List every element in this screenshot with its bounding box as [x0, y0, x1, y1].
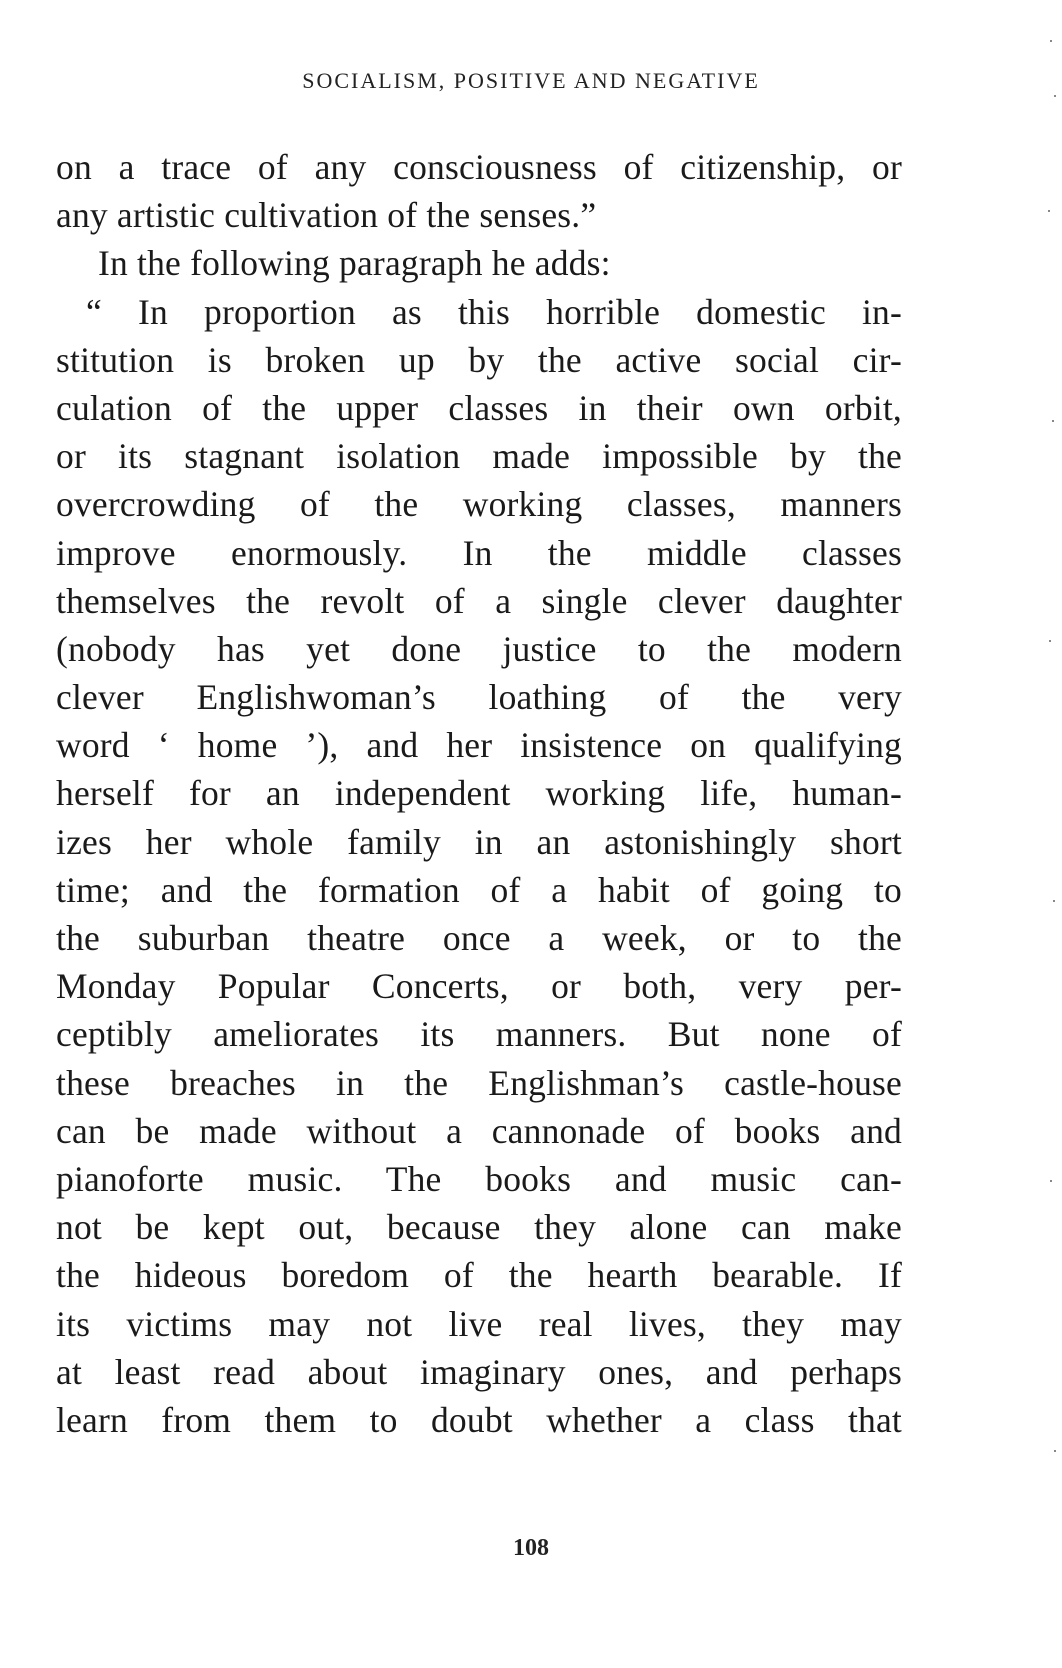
text-line: these breaches in the Englishman’s castle-house: [56, 1062, 902, 1103]
edge-speckle: [1050, 1180, 1052, 1182]
text-line: on a trace of any consciousness of citizenship, or: [56, 147, 902, 187]
text-line: overcrowding of the working classes, manners: [56, 484, 902, 525]
text-line: stitution is broken up by the active social cir-: [56, 339, 902, 380]
text-line: izes her whole family in an astonishingly short: [56, 821, 902, 862]
text-line: Monday Popular Concerts, or both, very per-: [56, 966, 902, 1007]
running-head: SOCIALISM, POSITIVE AND NEGATIVE: [302, 68, 760, 93]
page-number: 108: [513, 1535, 549, 1561]
text-line: can be made without a cannonade of books and: [56, 1110, 902, 1151]
text-line: time; and the formation of a habit of going to: [56, 869, 902, 910]
text-line: clever Englishwoman’s loathing of the very: [56, 677, 902, 718]
edge-speckle: [1052, 420, 1054, 422]
edge-speckle: [1053, 900, 1055, 902]
body-text: [56, 143, 902, 1444]
text-line: culation of the upper classes in their own orbit,: [56, 387, 902, 428]
text-line: herself for an independent working life, human-: [56, 773, 902, 814]
text-line: “ In proportion as this horrible domestic in-: [86, 291, 902, 332]
edge-speckle: [1048, 210, 1050, 212]
text-line: themselves the revolt of a single clever daughter: [56, 580, 902, 621]
edge-speckle: [1050, 40, 1052, 42]
text-line: the suburban theatre once a week, or to the: [56, 918, 902, 958]
text-line: at least read about imaginary ones, and perhaps: [56, 1351, 902, 1392]
edge-speckle: [1049, 640, 1051, 642]
edge-speckle: [1054, 95, 1056, 97]
text-line: word ‘ home ’), and her insistence on qualifying: [56, 725, 902, 766]
text-line: (nobody has yet done justice to the modern: [56, 628, 902, 669]
text-line: not be kept out, because they alone can make: [56, 1207, 902, 1248]
text-line: or its stagnant isolation made impossible by the: [56, 436, 902, 477]
text-line: its victims may not live real lives, they may: [56, 1303, 902, 1344]
page-edge-speckles: [1044, 0, 1062, 1668]
text-line: improve enormously. In the middle classes: [56, 532, 902, 573]
text-line: ceptibly ameliorates its manners. But none of: [56, 1014, 902, 1055]
edge-speckle: [1054, 1450, 1056, 1452]
text-line: pianoforte music. The books and music can-: [56, 1158, 902, 1199]
text-line: the hideous boredom of the hearth bearable. If: [56, 1255, 902, 1296]
text-line: learn from them to doubt whether a class that: [56, 1399, 902, 1440]
text-line: any artistic cultivation of the senses.”: [56, 195, 597, 236]
text-line: In the following paragraph he adds:: [98, 243, 611, 284]
